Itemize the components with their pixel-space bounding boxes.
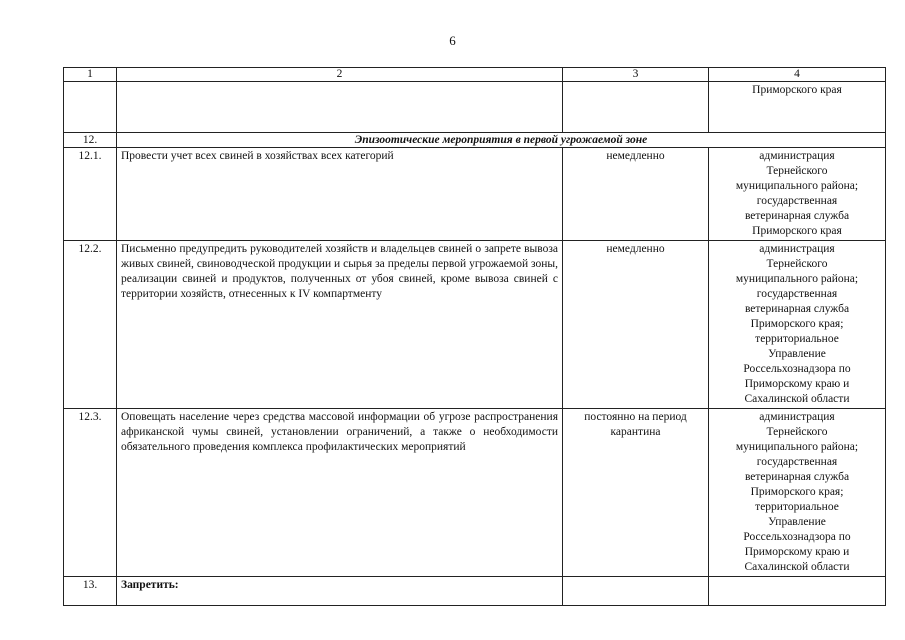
measure-text: Оповещать население через средства массовой информации об угрозе распространения африканской чумы свиней, установлении ограничений, а также о необходимости обязательного проведения комплекса профилактических мероприятий xyxy=(117,409,563,577)
responsible-cell: Приморского края xyxy=(709,82,886,133)
continuation-row xyxy=(64,82,886,133)
responsible-line: Тернейского xyxy=(766,258,828,270)
table-row xyxy=(64,409,886,577)
responsible-line: ветеринарная служба xyxy=(744,471,850,483)
responsible-line: Приморского края; xyxy=(750,486,844,498)
measure-text: Запретить: xyxy=(117,577,563,606)
responsible-line: Приморского края xyxy=(752,225,842,237)
row-number: 12.2. xyxy=(64,241,117,409)
empty-cell xyxy=(64,82,117,133)
section-title: Эпизоотические мероприятия в первой угрожаемой зоне xyxy=(117,133,886,148)
responsible-line: Приморского края; xyxy=(750,318,844,330)
empty-cell xyxy=(563,82,709,133)
measure-text: Письменно предупредить руководителей хозяйств и владельцев свиней о запрете вывоза живых свиней, свиноводческой продукции и сырья за пределы первой угрожаемой зоны, реализации свиней и продуктов, полученных от убоя свиней, кроме вывоза свиней с территории хозяйств, отнесенных к IV компартменту xyxy=(117,241,563,409)
responsible-line: Управление xyxy=(768,348,826,360)
responsible-line: территориальное xyxy=(755,501,839,513)
responsible-line: администрация xyxy=(759,150,835,162)
responsible-line: Приморскому краю и xyxy=(744,378,850,390)
page-number: 6 xyxy=(449,33,456,48)
row-number: 12.1. xyxy=(64,148,117,241)
deadline-text: постоянно на период карантина xyxy=(563,409,709,577)
table-row xyxy=(64,241,886,409)
responsible-line: Россельхознадзора по xyxy=(743,531,851,543)
responsible-line: муниципального района; xyxy=(735,441,859,453)
responsible-cell xyxy=(709,148,886,241)
empty-cell xyxy=(563,577,709,606)
measures-table xyxy=(63,67,886,606)
table-row xyxy=(64,148,886,241)
responsible-line: Россельхознадзора по xyxy=(743,363,851,375)
responsible-line: муниципального района; xyxy=(735,180,859,192)
header-col-3: 3 xyxy=(563,68,709,82)
header-col-2: 2 xyxy=(117,68,563,82)
section-row xyxy=(64,133,886,148)
responsible-line: Тернейского xyxy=(766,426,828,438)
responsible-line: Приморскому краю и xyxy=(744,546,850,558)
empty-cell xyxy=(117,82,563,133)
responsible-line: Сахалинской области xyxy=(744,561,850,573)
responsible-line: территориальное xyxy=(755,333,839,345)
deadline-text: немедленно xyxy=(563,148,709,241)
measure-text: Провести учет всех свиней в хозяйствах всех категорий xyxy=(117,148,563,241)
responsible-line: ветеринарная служба xyxy=(744,303,850,315)
responsible-line: муниципального района; xyxy=(735,273,859,285)
responsible-line: Тернейского xyxy=(766,165,828,177)
responsible-cell xyxy=(709,409,886,577)
responsible-line: государственная xyxy=(756,288,838,300)
row-number: 12.3. xyxy=(64,409,117,577)
header-col-1: 1 xyxy=(64,68,117,82)
responsible-line: администрация xyxy=(759,411,835,423)
deadline-text: немедленно xyxy=(563,241,709,409)
responsible-line: Сахалинской области xyxy=(744,393,850,405)
empty-cell xyxy=(709,577,886,606)
responsible-line: ветеринарная служба xyxy=(744,210,850,222)
responsible-cell xyxy=(709,241,886,409)
responsible-line: администрация xyxy=(759,243,835,255)
table-header-row xyxy=(64,68,886,82)
header-col-4: 4 xyxy=(709,68,886,82)
section-number: 12. xyxy=(64,133,117,148)
row-number: 13. xyxy=(64,577,117,606)
responsible-line: Управление xyxy=(768,516,826,528)
table-row xyxy=(64,577,886,606)
responsible-line: государственная xyxy=(756,195,838,207)
responsible-line: государственная xyxy=(756,456,838,468)
